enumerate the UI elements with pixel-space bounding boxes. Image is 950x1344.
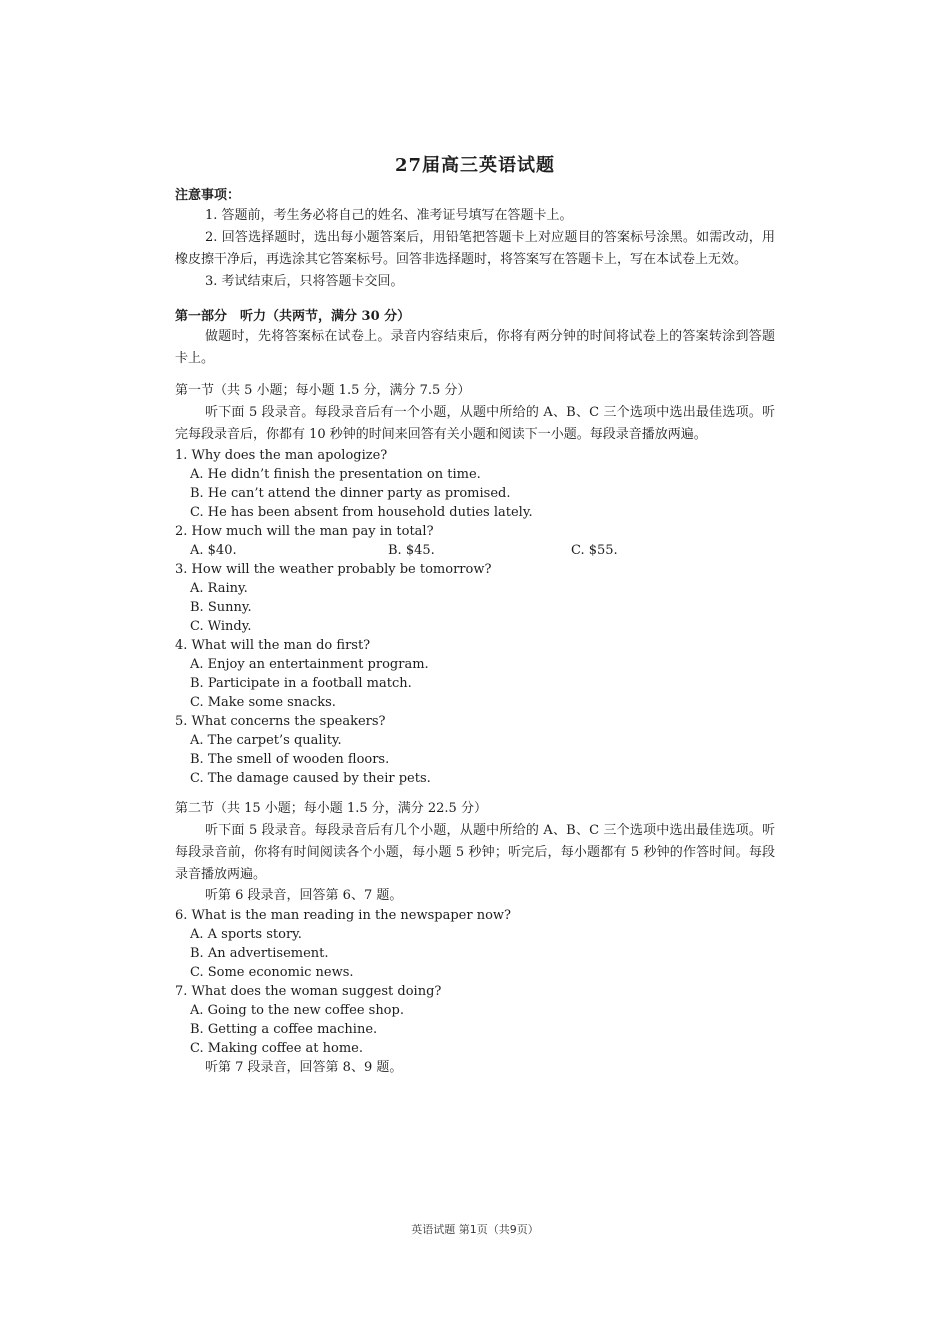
option: C. $55.	[571, 543, 618, 558]
question-4: 4. What will the man do first?	[175, 638, 371, 653]
page-content	[175, 152, 775, 1078]
option: A. Enjoy an entertainment program.	[190, 657, 429, 672]
option: C. He has been absent from household duties lately.	[190, 505, 533, 520]
part1-instruction: 做题时，先将答案标在试卷上。录音内容结束后，你将有两分钟的时间将试卷上的答案转涂到答题卡上。	[175, 329, 775, 366]
audio-cue-6: 听第 6 段录音，回答第 6、7 题。	[205, 888, 403, 903]
option: B. $45.	[388, 543, 435, 558]
option: B. Sunny.	[190, 600, 252, 615]
section1-instruction: 听下面 5 段录音。每段录音后有一个小题，从题中所给的 A、B、C 三个选项中选出最佳选项。听完每段录音后，你都有 10 秒钟的时间来回答有关小题和阅读下一小题。每段录音播放两遍。	[175, 405, 775, 442]
part1-heading: 第一部分 听力（共两节，满分 30 分）	[175, 309, 411, 324]
option: B. He can’t attend the dinner party as promised.	[190, 486, 511, 501]
question-5: 5. What concerns the speakers?	[175, 714, 386, 729]
option: A. Rainy.	[190, 581, 248, 596]
option: A. $40.	[190, 543, 237, 558]
option-row	[175, 541, 775, 560]
question-3: 3. How will the weather probably be tomorrow?	[175, 562, 492, 577]
option: B. Getting a coffee machine.	[190, 1022, 378, 1037]
question-6: 6. What is the man reading in the newspaper now?	[175, 908, 511, 923]
option: B. Participate in a football match.	[190, 676, 412, 691]
option: C. Make some snacks.	[190, 695, 336, 710]
page-footer: 英语试题 第1页（共9页）	[411, 1223, 539, 1236]
notice-label: 注意事项：	[175, 188, 241, 203]
audio-cue-7: 听第 7 段录音，回答第 8、9 题。	[205, 1060, 403, 1075]
section2-heading: 第二节（共 15 小题；每小题 1.5 分，满分 22.5 分）	[175, 801, 487, 816]
option: B. An advertisement.	[190, 946, 329, 961]
option: C. Some economic news.	[190, 965, 354, 980]
question-7: 7. What does the woman suggest doing?	[175, 984, 442, 999]
option: A. The carpet’s quality.	[190, 733, 342, 748]
option: C. Windy.	[190, 619, 252, 634]
question-2: 2. How much will the man pay in total?	[175, 524, 434, 539]
option: A. Going to the new coffee shop.	[190, 1003, 404, 1018]
section2-instruction: 听下面 5 段录音。每段录音后有几个小题，从题中所给的 A、B、C 三个选项中选出最佳选项。听每段录音前，你将有时间阅读各个小题，每小题 5 秒钟；听完后，每小题都有 5 秒钟的作答时间。每段录音播放两遍。	[175, 823, 775, 882]
notice-item-1: 1. 答题前，考生务必将自己的姓名、准考证号填写在答题卡上。	[205, 208, 573, 223]
section1-heading: 第一节（共 5 小题；每小题 1.5 分，满分 7.5 分）	[175, 383, 471, 398]
option: A. He didn’t finish the presentation on time.	[190, 467, 481, 482]
option: C. The damage caused by their pets.	[190, 771, 431, 786]
notice-item-3: 3. 考试结束后，只将答题卡交回。	[205, 274, 404, 289]
notice-item-2: 2. 回答选择题时，选出每小题答案后，用铅笔把答题卡上对应题目的答案标号涂黑。如需改动，用橡皮擦干净后，再选涂其它答案标号。回答非选择题时，将答案写在答题卡上，写在本试卷上无效。	[175, 230, 775, 267]
page-title: 27届高三英语试题	[394, 155, 556, 176]
option: C. Making coffee at home.	[190, 1041, 363, 1056]
option: B. The smell of wooden floors.	[190, 752, 390, 767]
option: A. A sports story.	[190, 927, 302, 942]
question-1: 1. Why does the man apologize?	[175, 448, 388, 463]
